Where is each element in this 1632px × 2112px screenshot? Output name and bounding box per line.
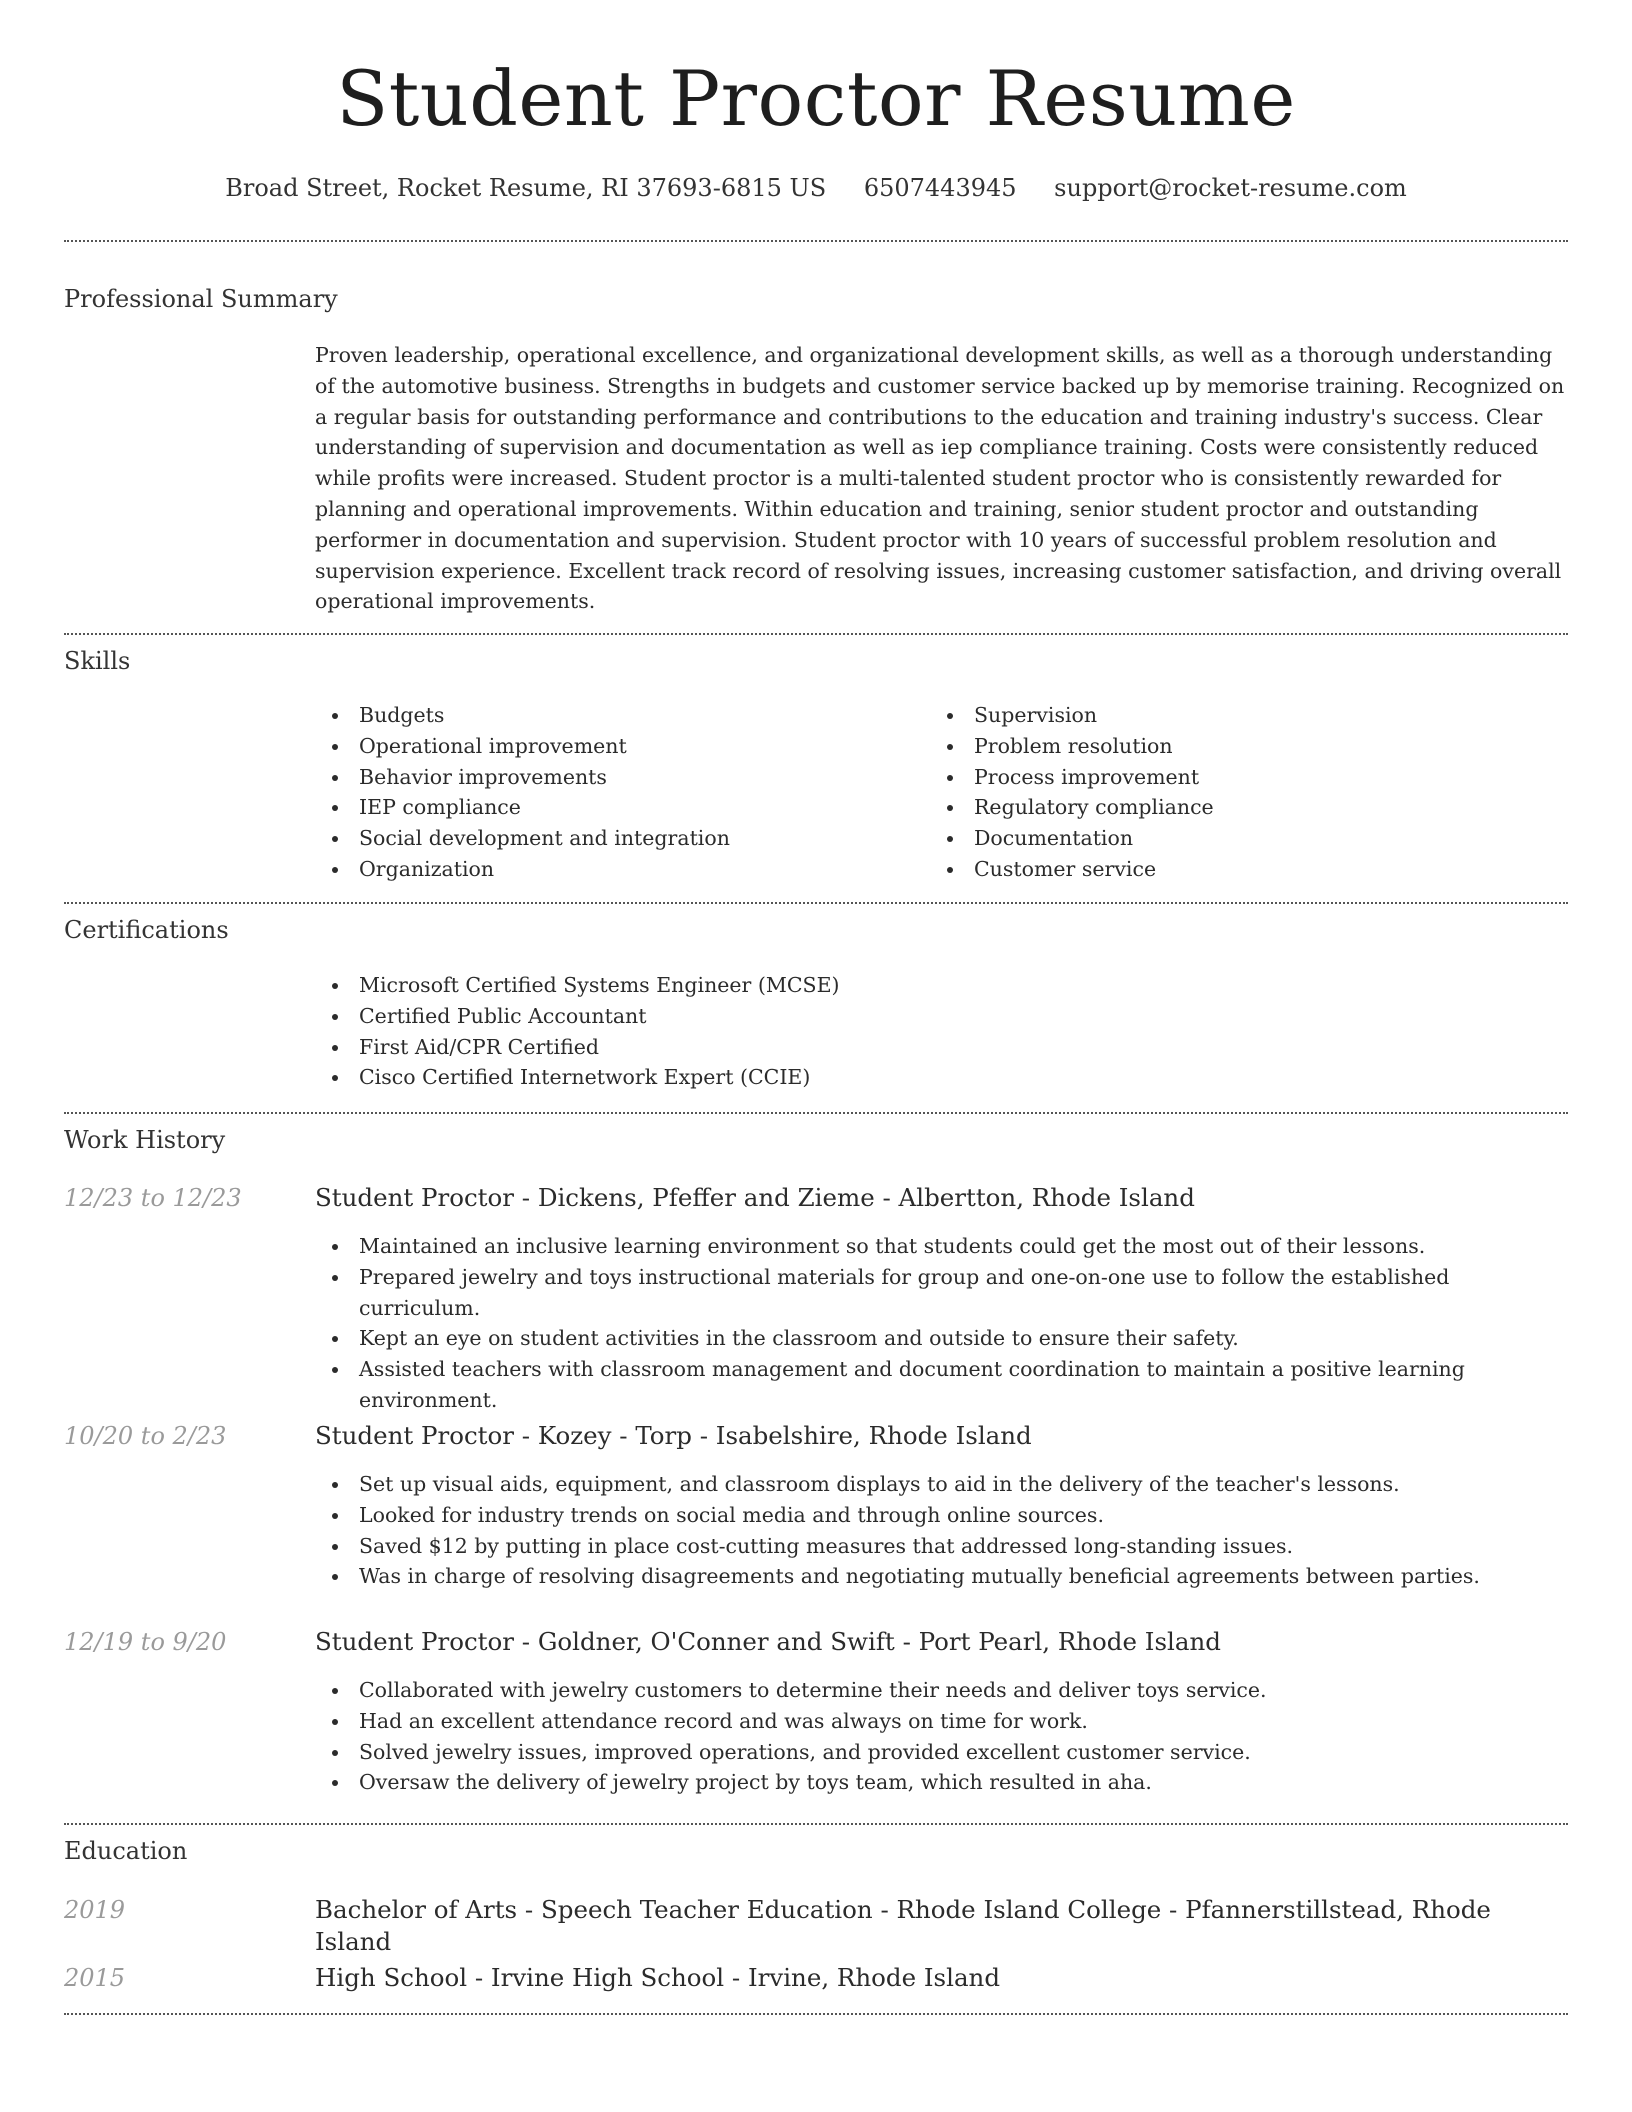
contact-address: Broad Street, Rocket Resume, RI 37693-6815 US (225, 174, 827, 202)
contact-line (64, 172, 1568, 204)
skill-item: Organization (315, 854, 930, 885)
job-entry (315, 1626, 1568, 1798)
education-entry: High School - Irvine High School - Irvine, Rhode Island (315, 1963, 1001, 1992)
certification-item: Cisco Certified Internetwork Expert (CCIE) (315, 1062, 1568, 1093)
job-bullet: Was in charge of resolving disagreements and negotiating mutually beneficial agreements between parties. (315, 1561, 1568, 1592)
skill-item: Process improvement (930, 762, 1545, 793)
skill-item: Behavior improvements (315, 762, 930, 793)
job-bullet: Collaborated with jewelry customers to determine their needs and deliver toys service. (315, 1675, 1568, 1706)
divider (64, 902, 1568, 904)
section-title-summary: Professional Summary (64, 285, 338, 313)
job-bullet: Solved jewelry issues, improved operations, and provided excellent customer service. (315, 1737, 1568, 1768)
skills-column-left (315, 700, 930, 885)
job-bullet: Set up visual aids, equipment, and classroom displays to aid in the delivery of the teacher's lessons. (315, 1469, 1568, 1500)
summary-text: Proven leadership, operational excellence, and organizational development skills, as well as a thorough understanding of the automotive business. Strengths in budgets and customer service backed up by memorise training. Recognized on a regular basis for outstanding performance and contributions to the education and training industry's success. Clear understanding of supervision and documentation as well as iep compliance training. Costs were consistently reduced while profits were increased. Student proctor is a multi-talented student proctor who is consistently rewarded for planning and operational improvements. Within education and training, senior student proctor and outstanding performer in documentation and supervision. Student proctor with 10 years of successful problem resolution and supervision experience. Excellent track record of resolving issues, increasing customer satisfaction, and driving overall operational improvements. (315, 343, 1565, 614)
skill-item: Social development and integration (315, 823, 930, 854)
job-bullets (315, 1469, 1568, 1592)
education-entry: Bachelor of Arts - Speech Teacher Education - Rhode Island College - Pfannerstillstead, Rhode Island (315, 1895, 1491, 1956)
job-bullet: Maintained an inclusive learning environment so that students could get the most out of their lessons. (315, 1231, 1568, 1262)
divider (64, 240, 1568, 242)
section-title-education: Education (64, 1837, 188, 1865)
divider (64, 1823, 1568, 1825)
job-entry (315, 1420, 1568, 1592)
section-title-work-history: Work History (64, 1126, 226, 1154)
divider (64, 1112, 1568, 1114)
job-dates: 12/19 to 9/20 (64, 1628, 227, 1656)
certification-item: First Aid/CPR Certified (315, 1032, 1568, 1063)
job-heading: Student Proctor - Kozey - Torp - Isabelshire, Rhode Island (315, 1421, 1032, 1450)
skills-column-right (930, 700, 1545, 885)
skill-item: Customer service (930, 854, 1545, 885)
certification-item: Microsoft Certified Systems Engineer (MCSE) (315, 970, 1568, 1001)
job-bullet: Oversaw the delivery of jewelry project by toys team, which resulted in aha. (315, 1767, 1568, 1798)
contact-phone: 6507443945 (863, 174, 1017, 202)
certifications-list (315, 970, 1568, 1093)
section-title-certifications: Certifications (64, 916, 229, 944)
job-bullet: Kept an eye on student activities in the classroom and outside to ensure their safety. (315, 1323, 1568, 1354)
job-bullet: Assisted teachers with classroom management and document coordination to maintain a positive learning environment. (315, 1354, 1568, 1416)
contact-email: support@rocket-resume.com (1054, 174, 1407, 202)
job-entry (315, 1182, 1568, 1416)
education-year: 2015 (64, 1964, 126, 1992)
skill-item: Regulatory compliance (930, 792, 1545, 823)
divider (64, 2013, 1568, 2015)
job-bullet: Saved $12 by putting in place cost-cutting measures that addressed long-standing issues. (315, 1531, 1568, 1562)
job-dates: 10/20 to 2/23 (64, 1422, 227, 1450)
job-bullets (315, 1675, 1568, 1798)
summary-body (315, 340, 1568, 617)
job-heading: Student Proctor - Goldner, O'Conner and Swift - Port Pearl, Rhode Island (315, 1627, 1221, 1656)
job-bullet: Looked for industry trends on social media and through online sources. (315, 1500, 1568, 1531)
section-title-skills: Skills (64, 647, 131, 675)
skill-item: Operational improvement (315, 731, 930, 762)
divider (64, 633, 1568, 635)
job-heading: Student Proctor - Dickens, Pfeffer and Zieme - Albertton, Rhode Island (315, 1183, 1195, 1212)
skill-item: Problem resolution (930, 731, 1545, 762)
skill-item: IEP compliance (315, 792, 930, 823)
job-dates: 12/23 to 12/23 (64, 1184, 242, 1212)
resume-title: Student Proctor Resume (336, 54, 1296, 143)
job-bullet: Prepared jewelry and toys instructional materials for group and one-on-one use to follow the established curriculum. (315, 1262, 1568, 1324)
job-bullets (315, 1231, 1568, 1416)
certification-item: Certified Public Accountant (315, 1001, 1568, 1032)
skill-item: Documentation (930, 823, 1545, 854)
education-year: 2019 (64, 1896, 126, 1924)
skill-item: Supervision (930, 700, 1545, 731)
job-bullet: Had an excellent attendance record and was always on time for work. (315, 1706, 1568, 1737)
skills-list (315, 700, 1568, 885)
skill-item: Budgets (315, 700, 930, 731)
